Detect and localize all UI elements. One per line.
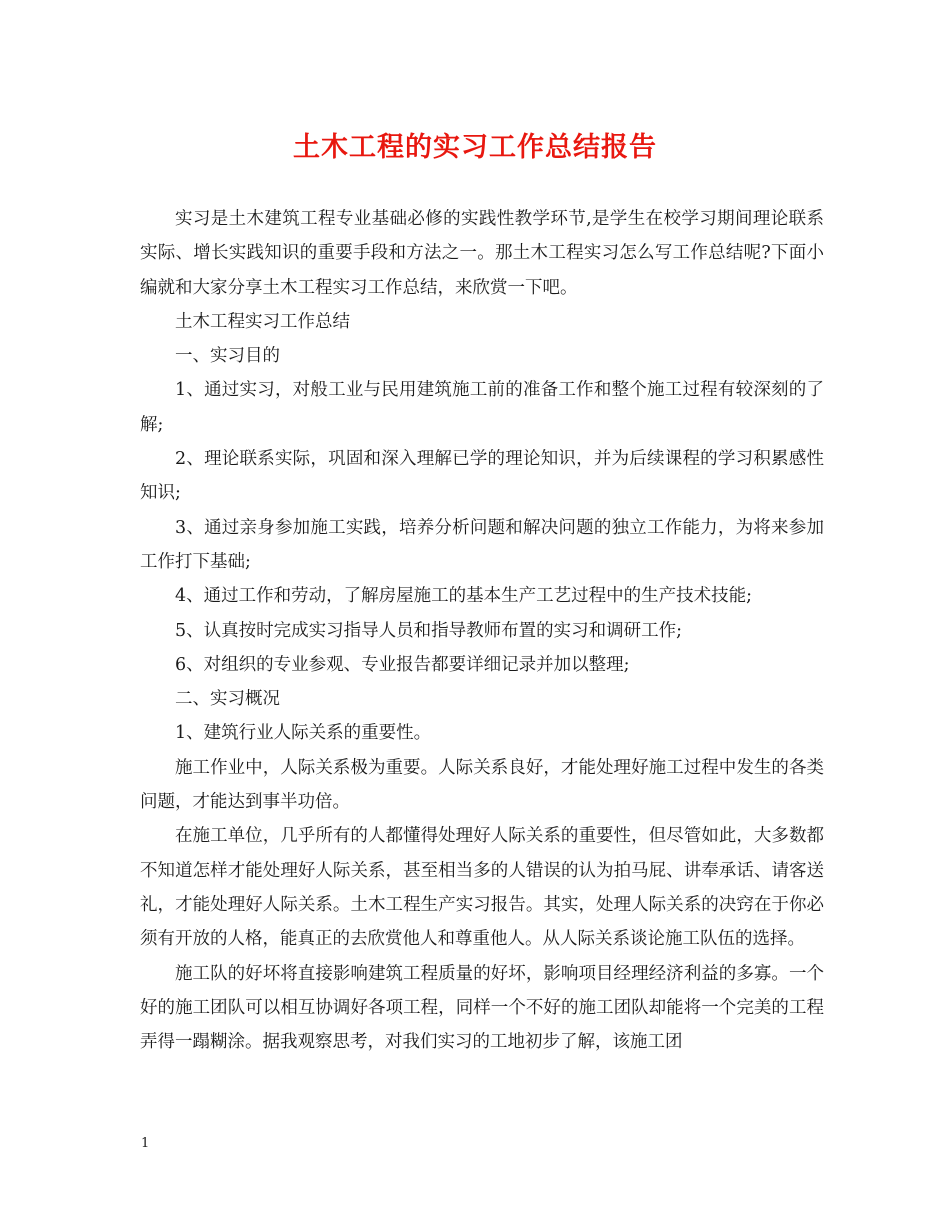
list-item: 2、理论联系实际，巩固和深入理解已学的理论知识，并为后续课程的学习积累感性知识; <box>140 449 824 504</box>
section-heading: 二、实习概况 <box>175 689 280 710</box>
list-item: 5、认真按时完成实习指导人员和指导教师布置的实习和调研工作; <box>175 620 683 641</box>
document-body <box>140 202 824 1059</box>
list-item: 4、通过工作和劳动，了解房屋施工的基本生产工艺过程中的生产技术技能; <box>175 586 753 607</box>
paragraph: 施工队的好坏将直接影响建筑工程质量的好坏，影响项目经理经济利益的多寡。一个好的施工团队可以相互协调好各项工程，同样一个不好的施工团队却能将一个完美的工程弄得一蹋糊涂。据我观察思考，对我们实习的工地初步了解，该施工团 <box>140 963 824 1053</box>
paragraph: 施工作业中，人际关系极为重要。人际关系良好，才能处理好施工过程中发生的各类问题，才能达到事半功倍。 <box>140 757 824 813</box>
section-heading: 一、实习目的 <box>175 346 280 367</box>
paragraph-intro: 实习是土木建筑工程专业基础必修的实践性教学环节,是学生在校学习期间理论联系实际、增长实践知识的重要手段和方法之一。那土木工程实习怎么写工作总结呢?下面小编就和大家分享土木工程实习工作总结，来欣赏一下吧。 <box>140 209 824 298</box>
list-item: 3、通过亲身参加施工实践，培养分析问题和解决问题的独立工作能力，为将来参加工作打下基础; <box>140 517 824 572</box>
section-heading: 土木工程实习工作总结 <box>175 311 350 332</box>
list-item: 1、通过实习，对般工业与民用建筑施工前的准备工作和整个施工过程有较深刻的了解; <box>140 380 824 435</box>
subsection-heading: 1、建筑行业人际关系的重要性。 <box>175 723 432 744</box>
document-title: 土木工程的实习工作总结报告 <box>293 132 657 163</box>
list-item: 6、对组织的专业参观、专业报告都要详细记录并加以整理; <box>175 654 630 675</box>
paragraph: 在施工单位，几乎所有的人都懂得处理好人际关系的重要性，但尽管如此，大多数都不知道怎样才能处理好人际关系，甚至相当多的人错误的认为拍马屁、讲奉承话、请客送礼，才能处理好人际关系。土木工程生产实习报告。其实，处理人际关系的决窍在于你必须有开放的人格，能真正的去欣赏他人和尊重他人。从人际关系谈论施工队伍的选择。 <box>140 826 824 950</box>
page-number: 1 <box>141 1136 150 1151</box>
